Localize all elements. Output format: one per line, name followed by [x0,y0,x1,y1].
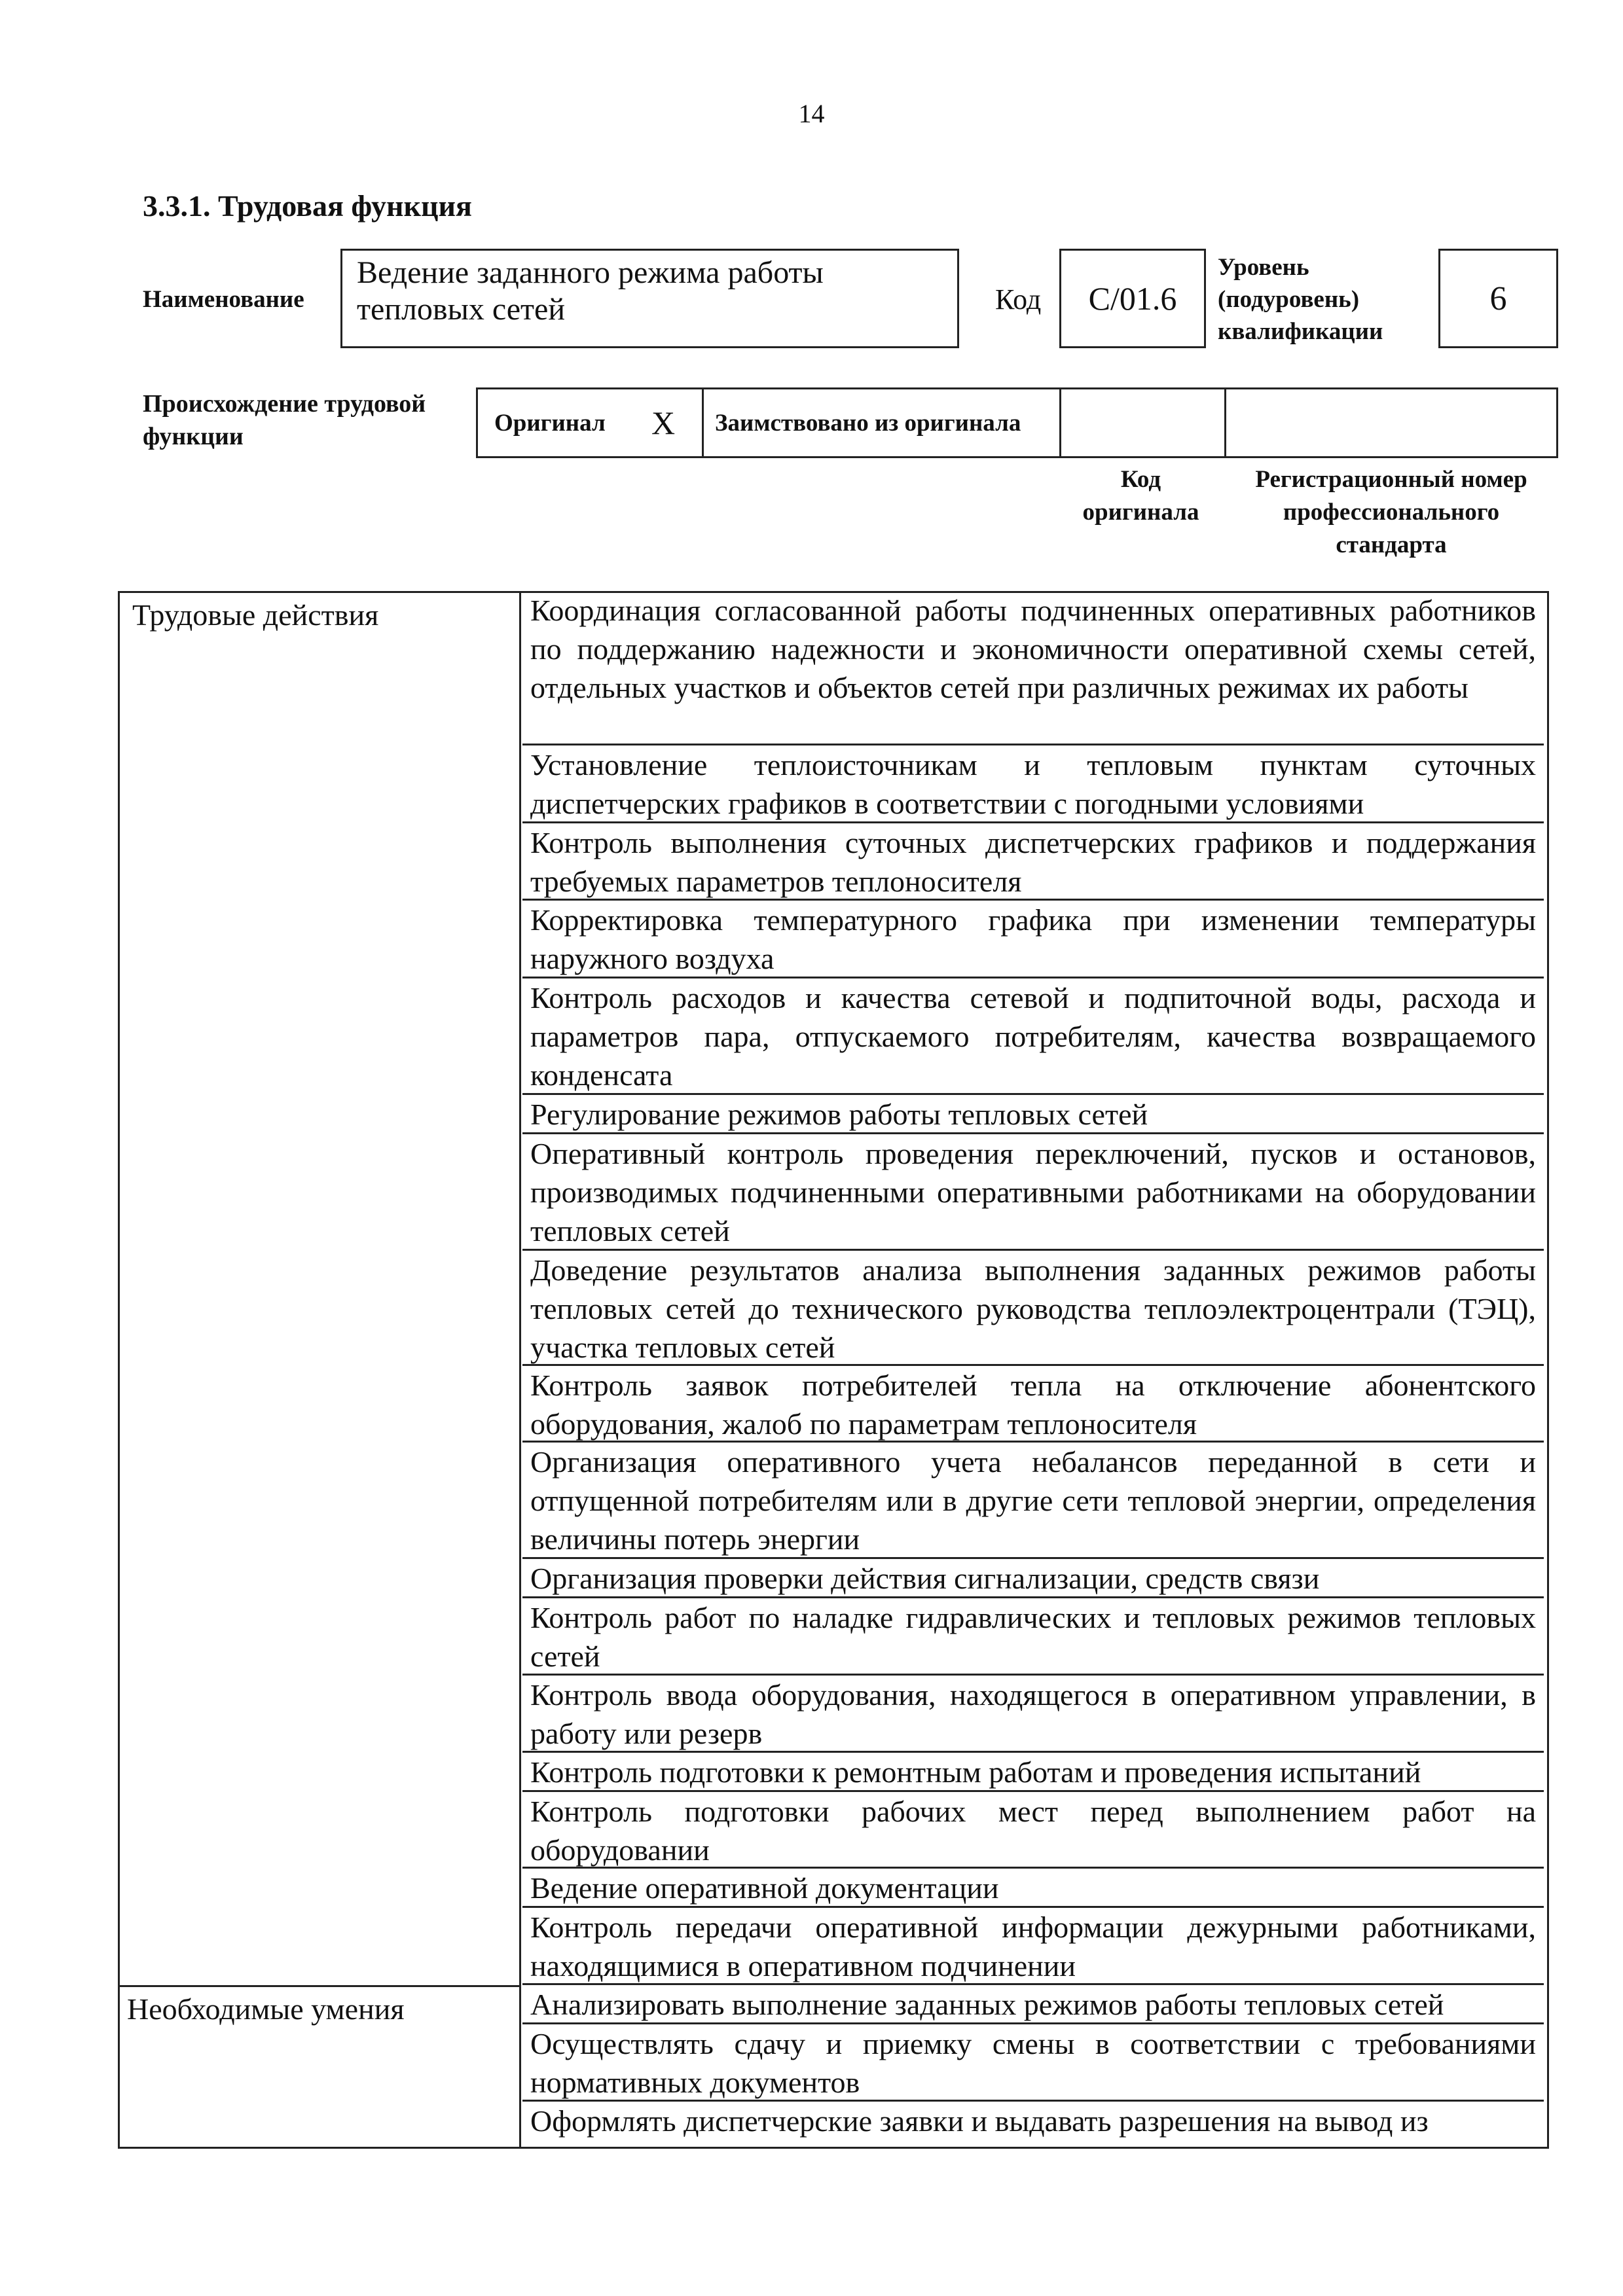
category-divider [118,1985,519,1987]
table-row: Корректировка температурного графика при изменении температуры наружного воздуха [522,901,1544,978]
table-row: Оформлять диспетчерские заявки и выдавать разрешения на вывод из [530,2104,1429,2138]
skills-label: Необходимые умения [127,1992,405,2026]
table-row: Контроль расходов и качества сетевой и подпиточной воды, расхода и параметров пара, отпускаемого потребителям, качества возвращаемого конденсата [522,978,1544,1095]
origin-table [476,387,1558,458]
origin-label-line-1: Происхождение трудовой [143,390,426,418]
original-label: Оригинал [494,410,606,437]
code-original-caption [1057,463,1224,529]
origin-divider [1224,389,1226,456]
origin-label [143,387,426,453]
table-row: Контроль подготовки к ремонтным работам и проведения испытаний [522,1753,1544,1792]
table-row: Контроль заявок потребителей тепла на отключение абонентского оборудования, жалоб по параметрам теплоносителя [522,1366,1544,1443]
function-name-box: Ведение заданного режима работы тепловых сетей [340,249,959,348]
labor-actions-label: Трудовые действия [132,598,379,632]
table-column-divider [519,591,521,2149]
table-row: Установление теплоисточникам и тепловым пунктам суточных диспетчерских графиков в соответствии с погодными условиями [522,745,1544,823]
page-number: 14 [798,99,825,128]
original-mark: X [651,404,676,441]
table-row: Оперативный контроль проведения переключений, пусков и остановов, производимых подчиненными оперативными работниками на оборудовании тепловых сетей [522,1134,1544,1251]
code-label: Код [995,283,1042,315]
reg-caption-line-1: Регистрационный номер [1255,466,1527,493]
table-row: Координация согласованной работы подчиненных оперативных работников по поддержанию надежности и экономичности оперативной схемы сетей, отдельных участков и объектов сетей при различных режимах их работы [522,591,1544,745]
level-value-box: 6 [1438,249,1558,348]
name-label: Наименование [143,286,304,313]
table-row: Ведение оперативной документации [522,1869,1544,1908]
level-label-line-2: (подуровень) [1218,286,1360,313]
table-row: Анализировать выполнение заданных режимов работы тепловых сетей [522,1985,1544,2024]
level-label [1218,251,1383,348]
reg-caption-line-3: стандарта [1336,531,1447,558]
level-label-line-3: квалификации [1218,318,1383,345]
origin-divider [1059,389,1061,456]
origin-divider [702,389,704,456]
table-row: Организация оперативного учета небалансов переданной в сети и отпущенной потребителям или в другие сети тепловой энергии, определения величины потерь энергии [522,1443,1544,1559]
code-value-box: C/01.6 [1059,249,1206,348]
table-row: Доведение результатов анализа выполнения заданных режимов работы тепловых сетей до технического руководства теплоэлектроцентрали (ТЭЦ), участка тепловых сетей [522,1251,1544,1366]
reg-caption-line-2: профессионального [1283,499,1500,526]
table-row: Контроль работ по наладке гидравлических и тепловых режимов тепловых сетей [522,1598,1544,1676]
labor-function-table [118,591,1549,2149]
table-row: Осуществлять сдачу и приемку смены в соответствии с требованиями нормативных документов [522,2024,1544,2102]
code-caption-line-1: Код [1120,466,1161,493]
borrowed-label: Заимствовано из оригинала [715,410,1021,437]
table-row: Организация проверки действия сигнализации, средств связи [522,1559,1544,1598]
origin-label-line-2: функции [143,423,244,450]
table-row: Контроль выполнения суточных диспетчерских графиков и поддержания требуемых параметров теплоносителя [522,823,1544,901]
table-row: Контроль передачи оперативной информации дежурными работниками, находящимися в оперативном подчинении [522,1908,1544,1985]
table-row: Контроль подготовки рабочих мест перед выполнением работ на оборудовании [522,1792,1544,1869]
table-row: Контроль ввода оборудования, находящегося в оперативном управлении, в работу или резерв [522,1676,1544,1753]
registration-caption [1228,463,1555,562]
level-label-line-1: Уровень [1218,254,1309,281]
section-title: 3.3.1. Трудовая функция [143,189,472,223]
code-caption-line-2: оригинала [1082,499,1199,526]
table-row: Регулирование режимов работы тепловых сетей [522,1095,1544,1134]
